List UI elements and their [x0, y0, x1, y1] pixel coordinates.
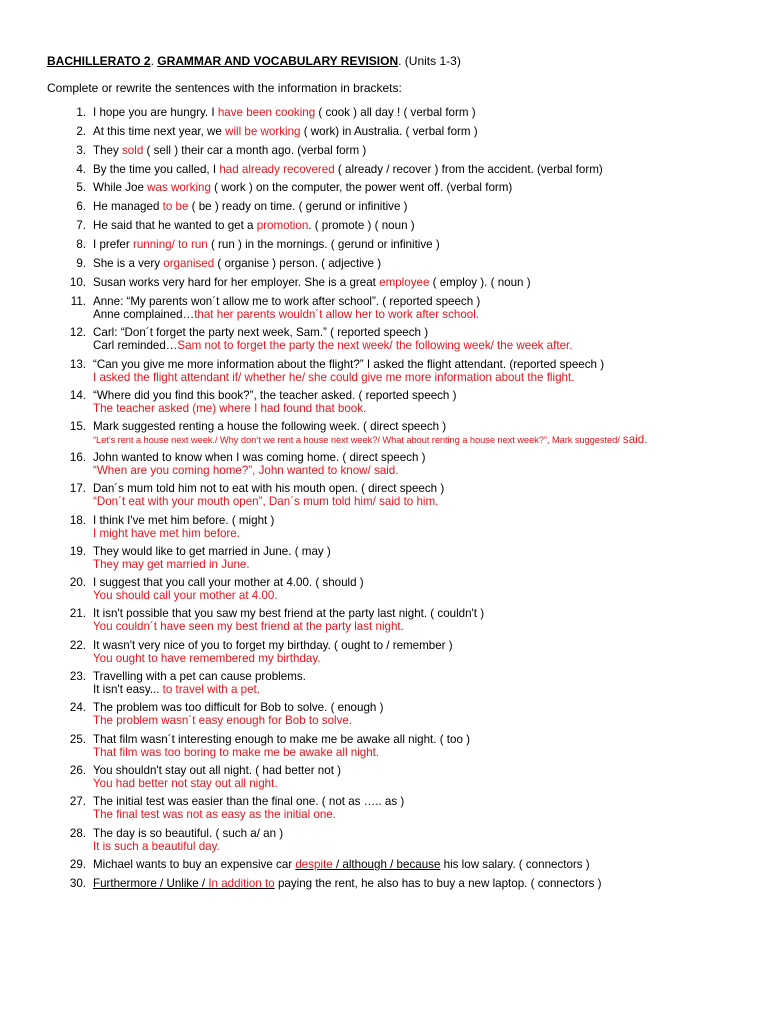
item-answer: “Let’s rent a house next week./ Why don’t we rent a house next week?/ What about renting a house next week?”, Mark suggested/	[93, 434, 620, 445]
item-text: She is a very	[93, 257, 164, 270]
item-answer: “Don´t eat with your mouth open”, Dan´s mum told him/ said to him.	[93, 495, 439, 508]
item-number: 24.	[69, 701, 86, 714]
item-text: They	[93, 144, 122, 157]
item-answer: organised	[163, 257, 215, 270]
item-answer: employee	[379, 276, 430, 289]
item-answer: You ought to have remembered my birthday.	[93, 652, 321, 665]
instructions: Complete or rewrite the sentences with the information in brackets:	[47, 81, 402, 95]
item-number: 12.	[69, 326, 86, 339]
title-units: . (Units 1-3)	[398, 54, 461, 68]
item-answer: The teacher asked (me) where I had found that book.	[93, 402, 367, 415]
item-number: 4.	[76, 163, 86, 176]
item-answer: It is such a beautiful day.	[93, 840, 220, 853]
item-number: 15.	[69, 420, 86, 433]
title-sub: GRAMMAR AND VOCABULARY REVISION	[157, 54, 399, 68]
item-text: Michael wants to buy an expensive car	[93, 858, 296, 871]
item-text: It isn't possible that you saw my best friend at the party last night. ( couldn't )	[93, 607, 485, 620]
item-answer: to be	[162, 200, 189, 213]
item-text: “Can you give me more information about the flight?” I asked the flight attendant. (reported speech )	[93, 358, 605, 371]
item-number: 25.	[69, 733, 86, 746]
item-number: 10.	[69, 276, 86, 289]
item-text: ( be ) ready on time. ( gerund or infinitive )	[188, 200, 408, 213]
item-number: 7.	[76, 219, 86, 232]
item-text: paying the rent, he also has to buy a new laptop. ( connectors )	[274, 877, 602, 890]
item-number: 6.	[76, 200, 86, 213]
item-text: The initial test was easier than the final one. ( not as ….. as )	[93, 795, 405, 808]
item-text: Carl: “Don´t forget the party next week, Sam.” ( reported speech )	[93, 326, 429, 339]
item-number: 21.	[69, 607, 86, 620]
item-answer: was working	[147, 181, 211, 194]
item-number: 17.	[69, 482, 86, 495]
item-number: 28.	[69, 827, 86, 840]
item-text: ( employ ). ( noun )	[429, 276, 531, 289]
item-text: You shouldn't stay out all night. ( had better not )	[93, 764, 341, 777]
item-number: 9.	[76, 257, 86, 270]
item-text: his low salary. ( connectors )	[440, 858, 590, 871]
item-number: 1.	[76, 106, 86, 119]
item-answer: They may get married in June.	[93, 558, 250, 571]
item-number: 8.	[76, 238, 86, 251]
item-text: ( work) in Australia. ( verbal form )	[300, 125, 478, 138]
item-number: 11.	[70, 295, 86, 308]
item-text: That film wasn´t interesting enough to make me be awake all night. ( too )	[93, 733, 470, 746]
item-answer: The problem wasn´t easy enough for Bob to solve.	[93, 714, 353, 727]
item-text: The day is so beautiful. ( such a/ an )	[93, 827, 284, 840]
item-text: They would like to get married in June. ( may )	[93, 545, 331, 558]
item-text: Susan works very hard for her employer. She is a great	[93, 276, 380, 289]
item-answer: said.	[619, 433, 648, 446]
item-text: I prefer	[93, 238, 133, 251]
item-answer: despite	[295, 858, 333, 871]
item-answer: The final test was not as easy as the initial one.	[93, 808, 336, 821]
item-text: I suggest that you call your mother at 4.00. ( should )	[93, 576, 364, 589]
item-text: John wanted to know when I was coming home. ( direct speech )	[93, 451, 426, 464]
item-number: 2.	[76, 125, 86, 138]
item-number: 18.	[69, 514, 86, 527]
item-text: He managed	[93, 200, 163, 213]
title-main: BACHILLERATO 2	[47, 54, 151, 68]
item-text: Dan´s mum told him not to eat with his mouth open. ( direct speech )	[93, 482, 445, 495]
item-number: 30.	[69, 877, 86, 890]
item-text: While Joe	[93, 181, 148, 194]
item-answer: sold	[122, 144, 144, 157]
item-answer: that her parents wouldn´t allow her to work after school.	[194, 308, 480, 321]
item-number: 14.	[69, 389, 86, 402]
item-number: 20.	[69, 576, 86, 589]
item-number: 29.	[69, 858, 86, 871]
item-text: The problem was too difficult for Bob to solve. ( enough )	[93, 701, 384, 714]
item-number: 3.	[76, 144, 86, 157]
item-answer: I asked the flight attendant if/ whether he/ she could give me more information about the flight.	[93, 371, 575, 384]
item-text: “Where did you find this book?”, the teacher asked. ( reported speech )	[93, 389, 457, 402]
item-answer: I might have met him before.	[93, 527, 240, 540]
item-number: 26.	[69, 764, 86, 777]
item-options: / although / because	[332, 858, 441, 871]
item-text: He said that he wanted to get a	[93, 219, 257, 232]
item-text: It wasn't very nice of you to forget my birthday. ( ought to / remember )	[93, 639, 453, 652]
item-answer: Sam not to forget the party the next week/ the following week/ the week after.	[177, 339, 573, 352]
item-text: Anne complained…	[93, 308, 195, 321]
item-text: ( work ) on the computer, the power went off. (verbal form)	[210, 181, 513, 194]
item-number: 27.	[69, 795, 86, 808]
item-number: 13.	[69, 358, 86, 371]
item-text: Carl reminded…	[93, 339, 178, 352]
item-text: ( run ) in the mornings. ( gerund or infinitive )	[207, 238, 440, 251]
item-answer: running/ to run	[132, 238, 208, 251]
item-answer: promotion	[256, 219, 309, 232]
item-answer: You couldn´t have seen my best friend at the party last night.	[93, 620, 404, 633]
item-number: 5.	[76, 181, 86, 194]
item-answer: had already recovered	[219, 163, 335, 176]
item-text: Anne: “My parents won´t allow me to work after school”. ( reported speech )	[93, 295, 481, 308]
item-text: Travelling with a pet can cause problems.	[93, 670, 306, 683]
item-answer: In addition to	[208, 877, 275, 890]
item-number: 22.	[69, 639, 86, 652]
item-text: I hope you are hungry. I	[93, 106, 218, 119]
page-title	[47, 54, 461, 68]
item-text: Mark suggested renting a house the following week. ( direct speech )	[93, 420, 447, 433]
item-answer: will be working	[225, 125, 301, 138]
item-answer: You should call your mother at 4.00.	[93, 589, 278, 602]
title-dot: .	[150, 54, 158, 68]
item-answer: to travel with a pet.	[162, 683, 260, 696]
item-number: 23.	[69, 670, 86, 683]
item-text: I think I've met him before. ( might )	[93, 514, 275, 527]
item-text: It isn't easy...	[93, 683, 163, 696]
item-answer: That film was too boring to make me be awake all night.	[93, 746, 380, 759]
item-text: By the time you called, I	[93, 163, 220, 176]
item-text: ( already / recover ) from the accident. (verbal form)	[334, 163, 603, 176]
item-options: Furthermore / Unlike /	[93, 877, 209, 890]
item-text: At this time next year, we	[93, 125, 226, 138]
item-text: ( cook ) all day ! ( verbal form )	[315, 106, 476, 119]
item-text: . ( promote ) ( noun )	[308, 219, 415, 232]
item-text: ( sell ) their car a month ago. (verbal form )	[143, 144, 367, 157]
item-text: ( organise ) person. ( adjective )	[214, 257, 382, 270]
item-answer: You had better not stay out all night.	[93, 777, 278, 790]
item-answer: have been cooking	[217, 106, 316, 119]
item-number: 16.	[69, 451, 86, 464]
item-answer: “When are you coming home?”, John wanted to know/ said.	[93, 464, 399, 477]
item-number: 19.	[69, 545, 86, 558]
